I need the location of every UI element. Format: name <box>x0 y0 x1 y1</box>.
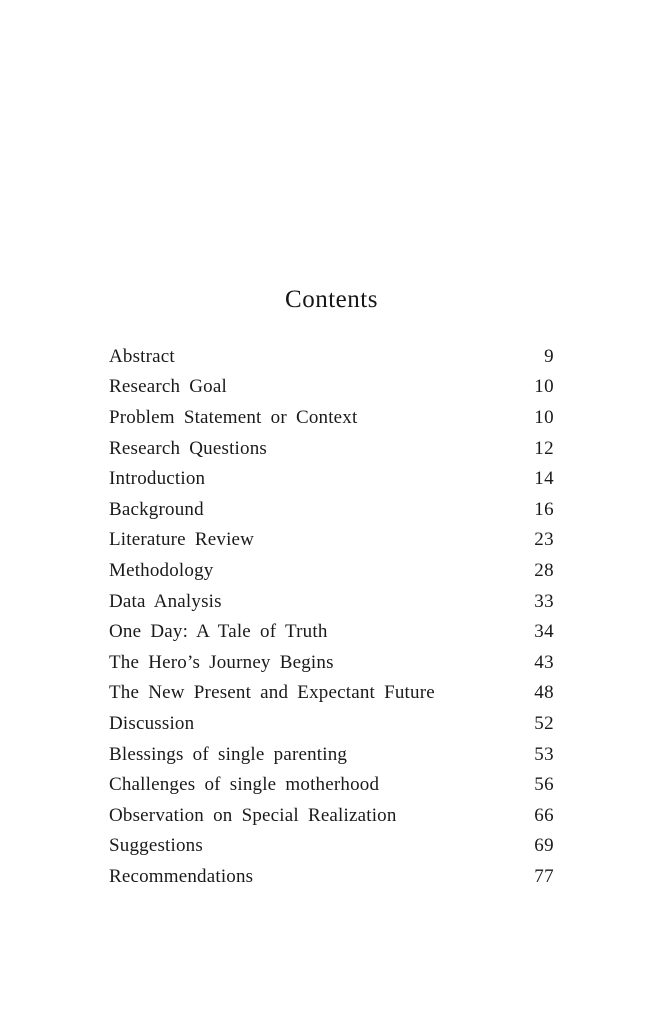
toc-entry <box>109 616 554 647</box>
toc-entry-page-number: 48 <box>534 682 554 704</box>
toc-entry-label: Recommendations <box>109 865 254 887</box>
toc-entry-page-number: 28 <box>534 559 554 581</box>
toc-entry-label: Discussion <box>109 712 195 734</box>
toc-entry <box>109 402 554 433</box>
toc-entry-page-number: 43 <box>534 651 554 673</box>
toc-entry-label: Introduction <box>109 468 206 490</box>
toc-entry <box>109 525 554 556</box>
toc-entry-page-number: 56 <box>534 774 554 796</box>
toc-entry-page-number: 14 <box>534 468 554 490</box>
toc-entry <box>109 831 554 862</box>
toc-entry-page-number: 77 <box>534 865 554 887</box>
toc-entry <box>109 341 554 372</box>
toc-entry-page-number: 10 <box>534 406 554 428</box>
toc-entry <box>109 555 554 586</box>
toc-entry-page-number: 23 <box>534 529 554 551</box>
toc-entry-label: Methodology <box>109 559 214 581</box>
toc-entry <box>109 494 554 525</box>
toc-entry-page-number: 34 <box>534 621 554 643</box>
toc-entry-page-number: 33 <box>534 590 554 612</box>
toc-entry-label: The Hero’s Journey Begins <box>109 651 334 673</box>
toc-entry-page-number: 12 <box>534 437 554 459</box>
toc-entry-label: Data Analysis <box>109 590 222 612</box>
toc-entry <box>109 708 554 739</box>
toc-entry-page-number: 10 <box>534 376 554 398</box>
toc-entry-label: Literature Review <box>109 529 255 551</box>
toc-entry <box>109 678 554 709</box>
toc-entry <box>109 372 554 403</box>
toc-entry-label: The New Present and Expectant Future <box>109 682 435 704</box>
toc-entry <box>109 800 554 831</box>
toc-entry-page-number: 9 <box>544 345 554 367</box>
toc-list <box>109 341 554 892</box>
toc-entry-label: Challenges of single motherhood <box>109 774 380 796</box>
toc-entry <box>109 647 554 678</box>
toc-entry <box>109 463 554 494</box>
toc-entry-label: Research Goal <box>109 376 227 398</box>
toc-entry-label: Blessings of single parenting <box>109 743 348 765</box>
toc-entry-page-number: 16 <box>534 498 554 520</box>
toc-entry-label: One Day: A Tale of Truth <box>109 621 328 643</box>
toc-entry <box>109 586 554 617</box>
toc-entry-page-number: 52 <box>534 712 554 734</box>
toc-entry-label: Suggestions <box>109 835 203 857</box>
toc-entry <box>109 739 554 770</box>
toc-entry-page-number: 69 <box>534 835 554 857</box>
toc-entry <box>109 861 554 892</box>
toc-entry-page-number: 66 <box>534 804 554 826</box>
toc-entry-label: Problem Statement or Context <box>109 406 358 428</box>
toc-entry-label: Abstract <box>109 345 175 367</box>
toc-entry <box>109 769 554 800</box>
page-title: Contents <box>285 286 378 313</box>
toc-entry-page-number: 53 <box>534 743 554 765</box>
toc-entry <box>109 433 554 464</box>
toc-entry-label: Background <box>109 498 204 520</box>
toc-entry-label: Observation on Special Realization <box>109 804 397 826</box>
toc-entry-label: Research Questions <box>109 437 267 459</box>
